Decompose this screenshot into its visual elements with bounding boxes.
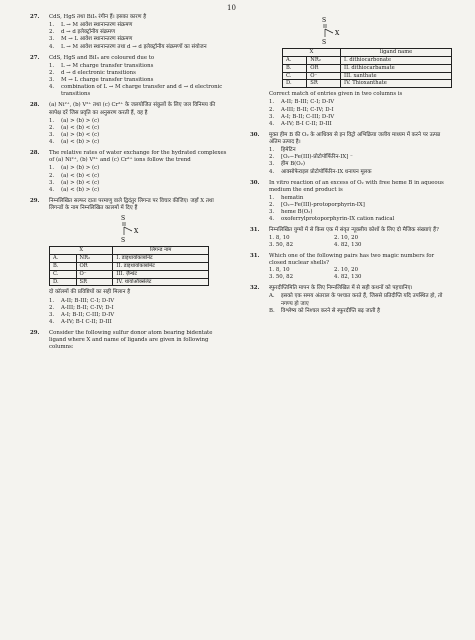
statement: A. इसको एक समय अंतराल के पश्चात करते हैं, जिससे प्रतिदीप्ति यदि उपस्थित हो, तो नगण्य हो जाए — [269, 293, 443, 307]
question-stem: CdS, HgS तथा BiI₃ रंगीन हैं। इसका कारण है — [49, 14, 147, 20]
question-27-hindi — [30, 14, 228, 51]
question-30-english — [250, 180, 450, 224]
table-header: ligand name — [341, 49, 452, 57]
table-row: D. SR IV. Thioxanthate — [283, 80, 452, 88]
option: 2. [O₂−Fe(III)-protoporphyrin-IX] — [269, 202, 365, 209]
ligand-match-table — [49, 246, 209, 286]
option: 3. heme B(O₂) — [269, 209, 313, 216]
option: 1. A-II; B-III; C-I; D-IV — [49, 297, 115, 304]
option: 2. A-III; B-II; C-IV; D-I — [49, 304, 114, 311]
question-stem: निम्नलिखित सल्फर दाता परमाणु वाले द्विदंतुर लिगन्ड पर विचार कीजिए। जहाँ X तथा लिगन्डों के नाम निम्नलिखित कालमों में दिए हैं — [49, 197, 214, 211]
option: 4. आक्सोफेराइल प्रोटोपॉर्फिरिन-IX धनायन मूलक — [269, 168, 372, 175]
option: 2. d → d इलेक्ट्रॉनीय संक्रमण — [49, 29, 116, 36]
option: 1. A-II; B-III; C-I; D-IV — [269, 99, 335, 106]
option: 3. (a) > (b) < (c) — [49, 131, 100, 138]
option: 3. M → L आवेश स्थानान्तरण संक्रमण — [49, 36, 133, 43]
option: 3. (a) > (b) < (c) — [49, 179, 100, 186]
table-row: C. O⁻ III. ज़ैन्थेट — [50, 270, 209, 278]
question-stem: मुक्त हीम B की O₂ के आधिक्य से इन विट्रो अभिक्रिया जलीय माध्यम में करने पर उत्पन्न अंतिम उत्पाद है। — [269, 131, 441, 146]
question-28-english — [30, 150, 228, 194]
question-29-english — [30, 330, 228, 351]
option: 4. A-IV; B-I C-II; D-III — [49, 318, 112, 325]
option: 3. A-I; B-II; C-III; D-IV — [269, 113, 335, 120]
option: 1. 8, 10 — [269, 234, 290, 241]
question-number: 28. — [30, 150, 40, 157]
option: 3. 50, 82 — [269, 274, 294, 281]
question-stem: Consider the following sulfur donor atom bearing bidentate ligand where X and name of ligands are given in following columns: — [49, 330, 213, 351]
question-stem: (a) Ni²⁺, (b) V²⁺ तथा (c) Cr²⁺ के जलयोजित संकुलों के लिए जल विनिमय की सापेक्ष दरें जिस प्रवृति का अनुसरण करती हैं, वह है — [49, 102, 216, 116]
table-row: A. NR₂ I. डाइथायोकार्बोनेट — [50, 254, 209, 262]
question-30-hindi — [250, 132, 450, 176]
table-header: X — [283, 49, 341, 57]
option: 4. 82, 130 — [334, 241, 362, 248]
question-stem: The relative rates of water exchange for the hydrated complexes of (a) Ni²⁺, (b) V²⁺ and (c) Cr²⁺ ions follow the trend — [49, 150, 227, 164]
question-31-hindi — [250, 227, 450, 248]
sulfur-top-label: S — [322, 17, 327, 24]
option: 2. (a) < (b) < (c) — [49, 172, 100, 179]
match-instruction: दो कॉलमों की प्रविष्टियों का सही मिलान है — [49, 289, 131, 296]
option: 2. (a) < (b) < (c) — [49, 124, 100, 131]
question-stem: CdS, HgS and BiI₃ are coloured due to — [49, 54, 155, 61]
right-column — [250, 14, 450, 319]
question-number: 29. — [30, 197, 40, 204]
option: 4. (a) < (b) > (c) — [49, 139, 100, 145]
question-number: 32. — [250, 285, 260, 292]
dithio-ligand-structure — [312, 16, 352, 46]
question-stem: स्फुरदीप्तिमिति मापन के लिए निम्नलिखित में से सही कथनों को पहचानिए। — [269, 285, 413, 292]
question-number: 28. — [30, 102, 40, 109]
question-31-english — [250, 253, 450, 282]
table-row: D. SR IV. थायोऑक्सेलेट — [50, 278, 209, 286]
question-28-hindi — [30, 102, 228, 146]
option-grid — [269, 235, 399, 249]
option: 1. L → M charge transfer transitions — [49, 62, 154, 69]
option: 4. combination of L → M charge transfer and d → d electronic transitions — [49, 84, 223, 98]
option: 1. हिमेटिन — [269, 147, 296, 154]
option: 1. L → M आवेश स्थानान्तरण संक्रमण — [49, 22, 133, 29]
option: 4. L → M आवेश स्थानान्तरण तथा d → d इलेक्ट्रॉनीय संक्रमणों का संयोजन — [49, 43, 207, 50]
question-29-english-continued — [250, 16, 450, 128]
question-number: 31. — [250, 227, 260, 234]
sulfur-bottom-label: S — [322, 39, 327, 46]
option: 1. (a) > (b) > (c) — [49, 165, 100, 172]
option: 4. (a) < (b) > (c) — [49, 186, 100, 193]
option: 3. M → L charge transfer transitions — [49, 77, 154, 83]
option: 2. [O₂−Fe(III)-प्रोटोपॉर्फिरिन-IX] ⁻ — [269, 154, 353, 161]
sulfur-bottom-label: S — [121, 237, 126, 245]
option: 2. 10, 20 — [334, 234, 359, 241]
option: 2. 10, 20 — [334, 267, 359, 274]
option: 2. d → d electronic transitions — [49, 69, 136, 76]
option: 4. 82, 130 — [334, 274, 362, 281]
table-header: लिगन्ड नाम — [113, 247, 209, 255]
option-grid — [269, 267, 399, 281]
table-row: B. OR II. डाइथायोकार्बामेट — [50, 262, 209, 270]
question-stem: Which one of the following pairs has two magic numbers for closed nuclear shells? — [269, 252, 435, 266]
statement: B. विश्लेष्य को निश्चल करने से स्फुरदीप्ति बढ़ जाती है — [269, 307, 380, 314]
option: 1. hematin — [269, 194, 304, 201]
table-row: B. OR II. dithiocarbamate — [283, 64, 452, 72]
table-row: A. NR₂ I. dithiocarbonate — [283, 56, 452, 64]
table-row: C. O⁻ III. xanthate — [283, 72, 452, 80]
dithio-ligand-structure — [111, 214, 151, 244]
question-stem: निम्नलिखित युग्मों में से किस एक में संवृत न्यूक्लीय कोशों के लिए दो मैजिक संख्याएं हैं? — [269, 227, 439, 234]
question-number: 30. — [250, 131, 260, 138]
question-number: 27. — [30, 14, 40, 20]
question-32-hindi — [250, 285, 450, 315]
question-27-english — [30, 55, 228, 99]
option: 3. 50, 82 — [269, 241, 294, 248]
ligand-match-table — [282, 48, 452, 88]
option: 4. A-IV; B-I C-II; D-III — [269, 120, 332, 127]
x-group-label: X — [134, 228, 139, 236]
option: 1. 8, 10 — [269, 267, 290, 274]
page-number: 10 — [227, 4, 236, 12]
option: 3. हीम B(O₂) — [269, 161, 305, 168]
x-group-label: X — [335, 30, 340, 37]
option: 2. A-III; B-II; C-IV; D-I — [269, 106, 334, 113]
question-number: 29. — [30, 330, 40, 337]
question-number: 31. — [250, 252, 260, 259]
option: 1. (a) > (b) > (c) — [49, 117, 100, 124]
question-stem: In vitro reaction of an excess of O₂ with free heme B in aqueous medium the end product is — [269, 179, 444, 193]
option: 4. oxoferrylprotoporphyrin-IX cation radical — [269, 216, 395, 223]
question-29-hindi — [30, 198, 228, 326]
question-number: 30. — [250, 179, 260, 186]
sulfur-top-label: S — [121, 215, 126, 223]
option: 3. A-I; B-II; C-III; D-IV — [49, 311, 115, 318]
match-instruction: Correct match of entries given in two columns is — [269, 91, 403, 98]
question-number: 27. — [30, 54, 40, 61]
table-header: X — [50, 247, 113, 255]
left-column — [30, 14, 228, 355]
